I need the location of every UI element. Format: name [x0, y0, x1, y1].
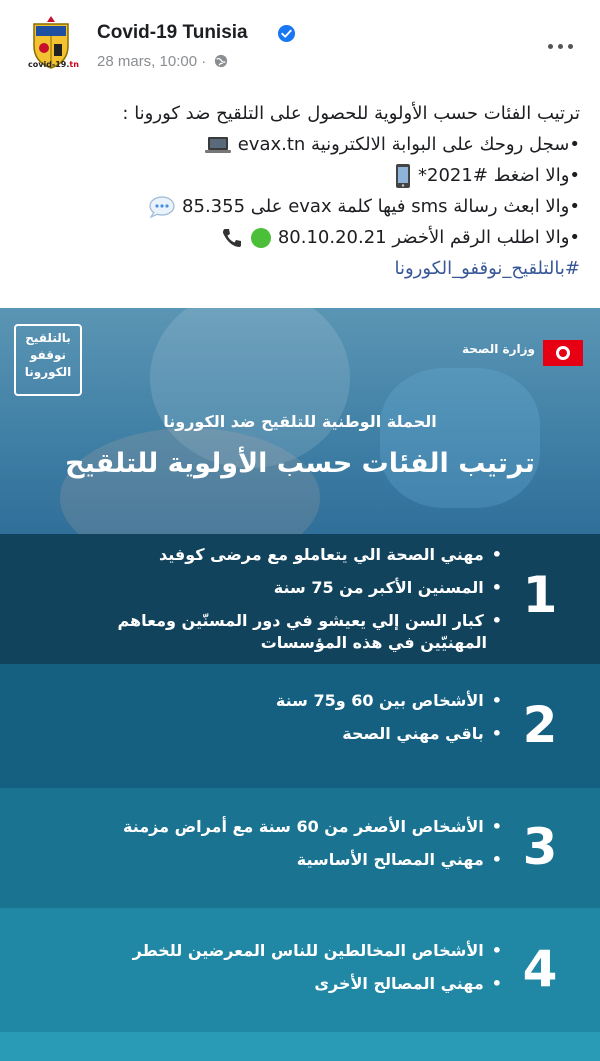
green-circle-icon	[250, 227, 272, 249]
telephone-receiver-icon	[220, 226, 244, 250]
post-text-line-intro: ترتيب الفئات حسب الأولوية للحصول على التلقيح ضد كورونا :	[122, 103, 580, 124]
tier-number: 4	[522, 940, 558, 998]
vaccination-priority-infographic[interactable]	[0, 308, 600, 1061]
post-text-line-hotline: •والا اطلب الرقم الأخضر 80.10.20.21	[20, 222, 580, 253]
priority-tier-3	[0, 788, 600, 908]
post-text-line-sms: •والا ابعث رسالة sms فيها كلمة evax على 85.355	[20, 191, 580, 222]
hero-decoration	[380, 368, 540, 508]
post-timestamp[interactable]: 28 mars, 10:00	[97, 53, 198, 70]
tier-number: 3	[522, 818, 558, 876]
ministry-label: وزارة الصحة	[462, 342, 536, 356]
laptop-icon	[204, 135, 232, 155]
tier-item: • المسنين الأكبر من 75 سنة	[117, 577, 502, 599]
meta-separator: ·	[201, 53, 207, 70]
tunisia-flag-icon	[543, 340, 583, 366]
campaign-subtitle: الحملة الوطنية للتلقيح ضد الكورونا	[163, 412, 437, 431]
mobile-phone-icon	[394, 163, 412, 189]
tier-item: • مهني المصالح الأخرى	[133, 973, 502, 995]
hashtag-link[interactable]: #بالتلقيح_نوقفو_الكورونا	[394, 258, 580, 279]
tier-item: • الأشخاص المخالطين للناس المعرضين للخطر	[133, 940, 502, 962]
tier-item: • الأشخاص بين 60 و75 سنة	[276, 690, 502, 712]
tier-item: • باقي مهني الصحة	[276, 723, 502, 745]
verified-badge-icon	[277, 24, 296, 43]
priority-tier-1	[0, 534, 600, 664]
infographic-hero	[0, 308, 600, 534]
post-text	[20, 98, 580, 284]
globe-icon	[214, 54, 228, 68]
tier-number: 1	[522, 566, 558, 624]
tier-item: • كبار السن إلي يعيشو في دور المسنّين ومعاهم المهنيّين في هذه المؤسسات	[117, 610, 502, 654]
tier-item: • مهني المصالح الأساسية	[123, 849, 502, 871]
priority-tier-4	[0, 908, 600, 1032]
tier-item: • مهني الصحة الي يتعاملو مع مرضى كوفيد	[117, 544, 502, 566]
speech-bubble-icon	[148, 196, 176, 218]
post-text-line-dial: •والا اضغط #2021*	[20, 160, 580, 191]
priority-tier-2	[0, 664, 600, 788]
infographic-title: ترتيب الفئات حسب الأولوية للتلقيح	[65, 448, 535, 479]
tier-item: • الأشخاص الأصغر من 60 سنة مع أمراض مزمنة	[123, 816, 502, 838]
campaign-slogan-badge: بالتلقيح نوقفو الكورونا	[14, 324, 82, 396]
tier-number: 2	[522, 696, 558, 754]
page-name[interactable]: Covid-19 Tunisia	[97, 22, 248, 43]
more-options-icon[interactable]	[548, 34, 578, 44]
post-header	[0, 0, 600, 90]
logo-caption: covid-19.tn	[28, 60, 79, 69]
post-text-line-portal: •سجل روحك على البوابة الالكترونية evax.tn	[20, 129, 580, 160]
priority-tier-5-partial	[0, 1032, 600, 1061]
post-meta	[97, 53, 228, 70]
